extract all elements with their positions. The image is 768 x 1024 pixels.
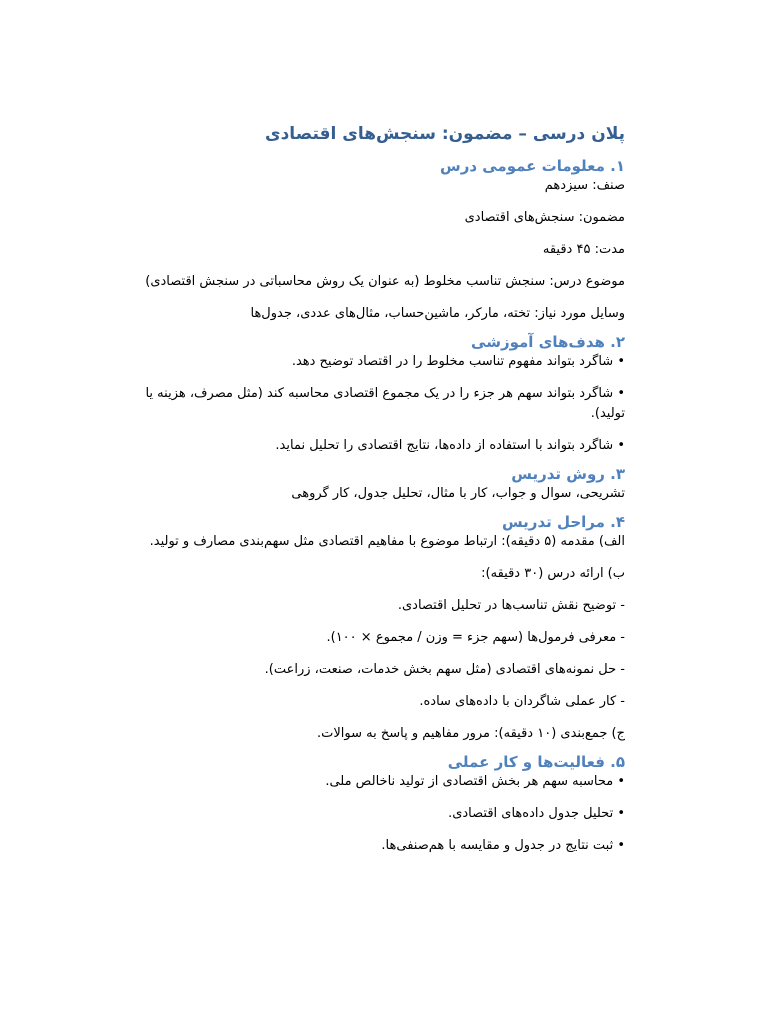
materials-line: وسایل مورد نیاز: تخته، مارکر، ماشین‌حساب، مثال‌های عددی، جدول‌ها — [250, 306, 625, 321]
document-content — [113, 122, 625, 856]
objective-item: • شاگرد بتواند با استفاده از داده‌ها، نتایج اقتصادی را تحلیل نماید. — [275, 438, 625, 453]
grade-line: صنف: سیزدهم — [544, 178, 625, 193]
step-intro: الف) مقدمه (۵ دقیقه): ارتباط موضوع با مفاهیم اقتصادی مثل سهم‌بندی مصارف و تولید. — [149, 534, 625, 549]
presentation-subitem: - کار عملی شاگردان با داده‌های ساده. — [419, 694, 625, 709]
section-heading-general-info: ۱. معلومات عمومی درس — [440, 157, 625, 175]
teaching-method-text: تشریحی، سوال و جواب، کار با مثال، تحلیل جدول، کار گروهی — [291, 486, 625, 501]
presentation-subitem: - توضیح نقش تناسب‌ها در تحلیل اقتصادی. — [397, 598, 625, 613]
duration-line: مدت: ۴۵ دقیقه — [542, 242, 625, 257]
activity-item: • محاسبه سهم هر بخش اقتصادی از تولید ناخالص ملی. — [325, 774, 625, 789]
objective-item: • شاگرد بتواند مفهوم تناسب مخلوط را در اقتصاد توضیح دهد. — [291, 354, 625, 369]
section-heading-objectives: ۲. هدف‌های آموزشی — [471, 333, 625, 351]
activity-item: • ثبت نتایج در جدول و مقایسه با هم‌صنفی‌ها. — [381, 838, 625, 853]
section-heading-activities: ۵. فعالیت‌ها و کار عملی — [447, 753, 625, 771]
step-conclusion: ج) جمع‌بندی (۱۰ دقیقه): مرور مفاهیم و پاسخ به سوالات. — [317, 726, 625, 741]
document-title: پلان درسی – مضمون: سنجش‌های اقتصادی — [265, 124, 625, 144]
topic-line: موضوع درس: سنجش تناسب مخلوط (به عنوان یک روش محاسباتی در سنجش اقتصادی) — [145, 274, 625, 289]
presentation-subitem: - حل نمونه‌های اقتصادی (مثل سهم بخش خدمات، صنعت، زراعت). — [264, 662, 625, 677]
step-presentation: ب) ارائه درس (۳۰ دقیقه): — [481, 566, 625, 581]
section-heading-teaching-steps: ۴. مراحل تدریس — [501, 513, 625, 531]
section-heading-teaching-method: ۳. روش تدریس — [511, 465, 625, 483]
objective-item: • شاگرد بتواند سهم هر جزء را در یک مجموع اقتصادی محاسبه کند (مثل مصرف، هزینه یا تولید). — [145, 386, 625, 421]
presentation-subitem: - معرفی فرمول‌ها (سهم جزء = وزن / مجموع × ۱۰۰). — [326, 630, 625, 645]
subject-line: مضمون: سنجش‌های اقتصادی — [464, 210, 625, 225]
activity-item: • تحلیل جدول داده‌های اقتصادی. — [448, 806, 625, 821]
